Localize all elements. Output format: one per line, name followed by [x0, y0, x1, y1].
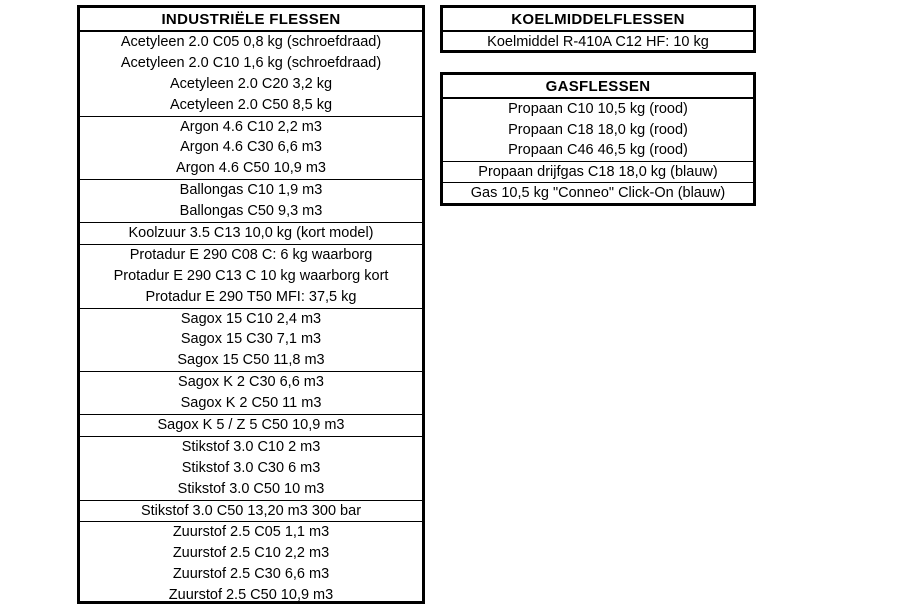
cylinder-item: Propaan drijfgas C18 18,0 kg (blauw): [478, 163, 718, 180]
cylinder-item: Argon 4.6 C10 2,2 m3: [180, 118, 322, 135]
cylinder-item: Acetyleen 2.0 C20 3,2 kg: [169, 75, 333, 92]
cylinder-group: [80, 522, 422, 606]
cylinder-item: Sagox 15 C50 11,8 m3: [177, 352, 325, 369]
gas-cylinders-title: GASFLESSEN: [443, 75, 753, 99]
cylinder-item: Koelmiddel R-410A C12 HF: 10 kg: [487, 34, 709, 50]
cylinder-item: Zuurstof 2.5 C30 6,6 m3: [172, 566, 330, 583]
cylinder-group: [80, 117, 422, 181]
cylinder-item: Ballongas C10 1,9 m3: [179, 182, 323, 199]
cylinder-item: Sagox 15 C10 2,4 m3: [180, 310, 322, 327]
cylinder-group: [80, 223, 422, 245]
coolant-cylinders-list: [443, 32, 753, 53]
industrial-cylinders-table: [77, 5, 425, 604]
cylinder-item: Gas 10,5 kg "Conneo" Click-On (blauw): [470, 185, 726, 202]
cylinder-item: Argon 4.6 C50 10,9 m3: [176, 160, 326, 177]
cylinder-item: Zuurstof 2.5 C50 10,9 m3: [168, 587, 334, 604]
cylinder-item: Stikstof 3.0 C50 10 m3: [177, 480, 325, 497]
cylinder-item: Sagox K 2 C30 6,6 m3: [178, 374, 324, 391]
cylinder-item: Protadur E 290 C13 C 10 kg waarborg kort: [113, 267, 389, 284]
gas-cylinders-table: [440, 72, 756, 206]
cylinder-group: [443, 99, 753, 162]
coolant-cylinders-table: [440, 5, 756, 53]
cylinder-group: [80, 309, 422, 373]
cylinder-group: [80, 180, 422, 223]
gas-cylinders-list: [443, 99, 753, 204]
cylinder-group: [443, 183, 753, 204]
cylinder-item: Stikstof 3.0 C30 6 m3: [181, 459, 321, 476]
cylinder-group: [80, 415, 422, 437]
industrial-cylinders-title: INDUSTRIËLE FLESSEN: [80, 8, 422, 32]
cylinder-item: Acetyleen 2.0 C10 1,6 kg (schroefdraad): [120, 54, 382, 71]
cylinder-item: Ballongas C50 9,3 m3: [179, 203, 323, 220]
cylinder-item: Stikstof 3.0 C50 13,20 m3 300 bar: [140, 502, 362, 519]
coolant-cylinders-title: KOELMIDDELFLESSEN: [443, 8, 753, 32]
cylinder-item: Propaan C10 10,5 kg (rood): [508, 101, 688, 117]
cylinder-item: Zuurstof 2.5 C10 2,2 m3: [172, 545, 330, 562]
cylinder-item: Sagox 15 C30 7,1 m3: [180, 331, 322, 348]
industrial-cylinders-list: [80, 32, 422, 606]
cylinder-item: Propaan C18 18,0 kg (rood): [508, 121, 688, 138]
cylinder-item: Acetyleen 2.0 C05 0,8 kg (schroefdraad): [120, 34, 382, 50]
cylinder-item: Sagox K 5 / Z 5 C50 10,9 m3: [157, 417, 345, 434]
cylinder-item: Zuurstof 2.5 C05 1,1 m3: [172, 524, 330, 541]
cylinder-item: Protadur E 290 C08 C: 6 kg waarborg: [129, 246, 373, 263]
cylinder-group: [443, 32, 753, 53]
cylinder-group: [80, 501, 422, 523]
cylinder-group: [443, 162, 753, 184]
cylinder-item: Stikstof 3.0 C10 2 m3: [181, 438, 321, 455]
cylinder-item: Propaan C46 46,5 kg (rood): [508, 142, 688, 159]
cylinder-group: [80, 32, 422, 117]
cylinder-item: Protadur E 290 T50 MFI: 37,5 kg: [145, 288, 357, 305]
cylinder-item: Sagox K 2 C50 11 m3: [180, 395, 322, 412]
cylinder-group: [80, 372, 422, 415]
cylinder-group: [80, 437, 422, 501]
cylinder-item: Argon 4.6 C30 6,6 m3: [180, 139, 322, 156]
cylinder-group: [80, 245, 422, 309]
cylinder-item: Koolzuur 3.5 C13 10,0 kg (kort model): [128, 225, 374, 242]
cylinder-item: Acetyleen 2.0 C50 8,5 kg: [169, 96, 333, 113]
